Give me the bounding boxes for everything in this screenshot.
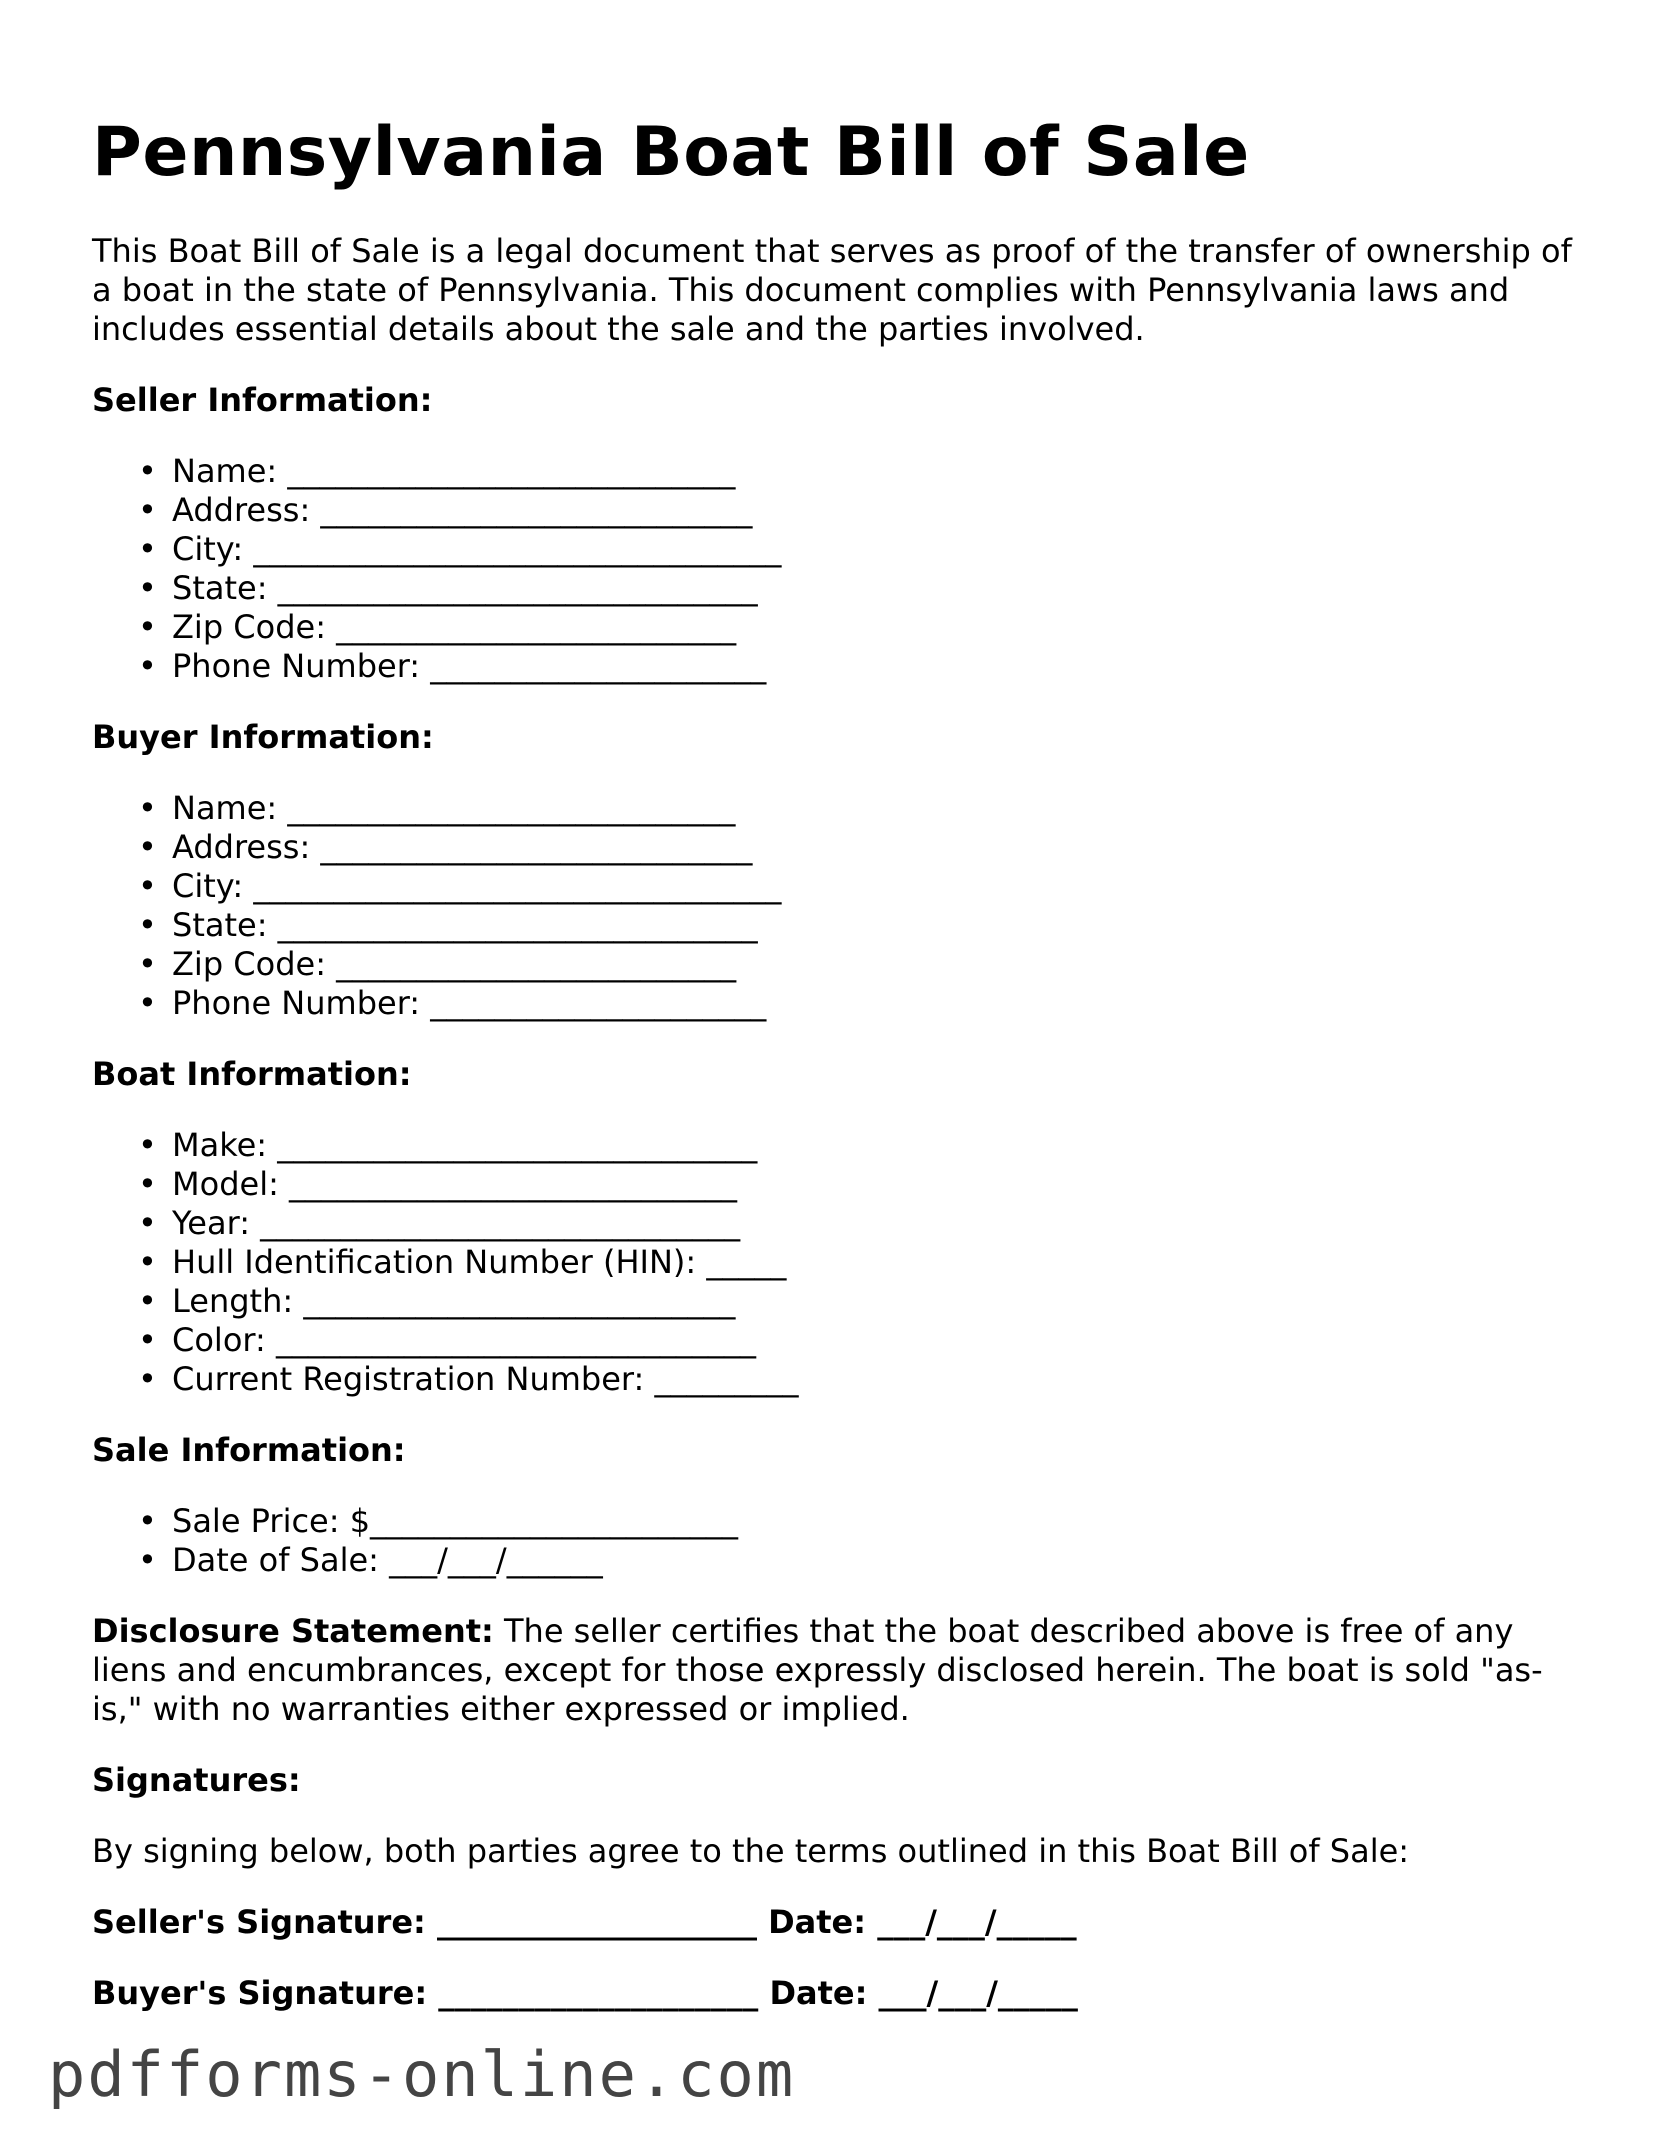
buyer-phone-field[interactable]: • Phone Number: _____________________ [138, 984, 767, 1022]
bullet-icon: • [138, 945, 157, 983]
bullet-icon: • [138, 452, 157, 490]
buyer-heading: Buyer Information: [92, 718, 434, 756]
boat-hin-field[interactable]: • Hull Identification Number (HIN): _____ [138, 1243, 787, 1281]
disclosure-statement [92, 1612, 1572, 1729]
buyer-name-field[interactable]: • Name: ____________________________ [138, 789, 736, 827]
seller-address-field[interactable]: • Address: ___________________________ [138, 491, 753, 529]
buyer-zip-field[interactable]: • Zip Code: _________________________ [138, 945, 737, 983]
buyer-address-field[interactable]: • Address: ___________________________ [138, 828, 753, 866]
buyer-city-field[interactable]: • City: _________________________________ [138, 867, 782, 905]
boat-fields [92, 1126, 1572, 1399]
signatures-heading: Signatures: [92, 1761, 301, 1799]
disclosure-label: Disclosure Statement: [92, 1612, 494, 1650]
bullet-icon: • [138, 530, 157, 568]
seller-state-field[interactable]: • State: ______________________________ [138, 569, 758, 607]
seller-city-field[interactable]: • City: _________________________________ [138, 530, 782, 568]
buyer-signature-line[interactable]: Buyer's Signature: ____________________ Date: ___/___/_____ [92, 1974, 1078, 2012]
bullet-icon: • [138, 1321, 157, 1359]
boat-heading: Boat Information: [92, 1055, 412, 1093]
bullet-icon: • [138, 1360, 157, 1398]
bullet-icon: • [138, 906, 157, 944]
bullet-icon: • [138, 1204, 157, 1242]
boat-length-field[interactable]: • Length: ___________________________ [138, 1282, 736, 1320]
watermark-text: pdfforms-online.com [48, 2038, 796, 2111]
boat-color-field[interactable]: • Color: ______________________________ [138, 1321, 756, 1359]
document-title: Pennsylvania Boat Bill of Sale [92, 113, 1250, 192]
buyer-fields [92, 789, 1572, 1023]
sale-price-field[interactable]: • Sale Price: $_______________________ [138, 1502, 739, 1540]
seller-fields [92, 452, 1572, 686]
seller-signature-line[interactable]: Seller's Signature: ____________________ Date: ___/___/_____ [92, 1903, 1077, 1941]
boat-make-field[interactable]: • Make: ______________________________ [138, 1126, 758, 1164]
boat-registration-field[interactable]: • Current Registration Number: _________ [138, 1360, 799, 1398]
bullet-icon: • [138, 789, 157, 827]
bullet-icon: • [138, 1282, 157, 1320]
bullet-icon: • [138, 1126, 157, 1164]
buyer-state-field[interactable]: • State: ______________________________ [138, 906, 758, 944]
bullet-icon: • [138, 608, 157, 646]
bullet-icon: • [138, 647, 157, 685]
signatures-statement: By signing below, both parties agree to the terms outlined in this Boat Bill of Sale: [92, 1832, 1410, 1870]
disclosure-text: The seller certifies that the boat described above is free of any liens and encumbrances, except for those expressly disclosed herein. The boat is sold "as-is," with no warranties either expressed or implied. [92, 1612, 1543, 1728]
bullet-icon: • [138, 1243, 157, 1281]
boat-model-field[interactable]: • Model: ____________________________ [138, 1165, 738, 1203]
bullet-icon: • [138, 867, 157, 905]
sale-heading: Sale Information: [92, 1431, 406, 1469]
bullet-icon: • [138, 1502, 157, 1540]
seller-zip-field[interactable]: • Zip Code: _________________________ [138, 608, 737, 646]
boat-year-field[interactable]: • Year: ______________________________ [138, 1204, 741, 1242]
document-page [92, 112, 1572, 2045]
sale-fields [92, 1502, 1572, 1580]
intro-paragraph: This Boat Bill of Sale is a legal document that serves as proof of the transfer of ownership of a boat in the state of Pennsylvania. This document complies with Pennsylvania laws and includes essential details about the sale and the parties involved. [92, 232, 1572, 348]
bullet-icon: • [138, 984, 157, 1022]
bullet-icon: • [138, 828, 157, 866]
seller-phone-field[interactable]: • Phone Number: _____________________ [138, 647, 767, 685]
bullet-icon: • [138, 569, 157, 607]
seller-heading: Seller Information: [92, 381, 433, 419]
seller-name-field[interactable]: • Name: ____________________________ [138, 452, 736, 490]
sale-date-field[interactable]: • Date of Sale: ___/___/______ [138, 1541, 603, 1579]
bullet-icon: • [138, 1165, 157, 1203]
bullet-icon: • [138, 491, 157, 529]
bullet-icon: • [138, 1541, 157, 1579]
